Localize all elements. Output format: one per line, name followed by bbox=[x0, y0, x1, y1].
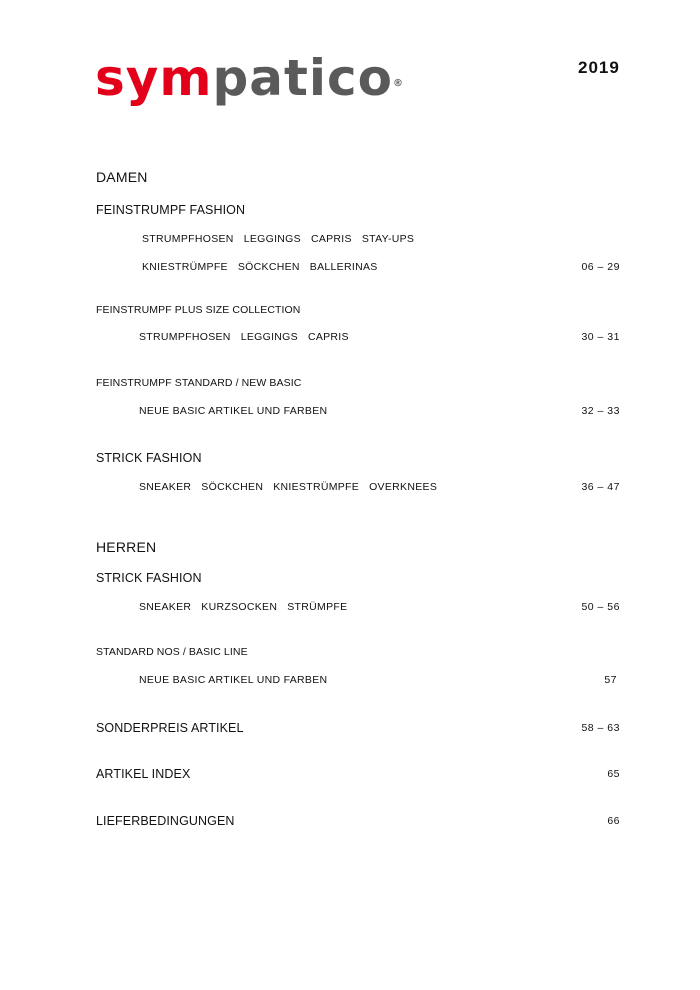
item-stay-ups: STAY-UPS bbox=[361, 233, 415, 245]
item-line-feinstrumpf-2 bbox=[142, 261, 378, 273]
pages-strick-damen: 36 – 47 bbox=[581, 481, 620, 493]
item-kniestruempfe: KNIESTRÜMPFE bbox=[273, 481, 360, 493]
pages-artikel-index: 65 bbox=[607, 768, 620, 780]
item-soeckchen: SÖCKCHEN bbox=[201, 481, 264, 493]
heading-strick-fashion-herren: STRICK FASHION bbox=[96, 571, 202, 585]
pages-standard: 32 – 33 bbox=[581, 405, 620, 417]
item-struempfe: STRÜMPFE bbox=[287, 601, 348, 613]
heading-feinstrumpf-fashion: FEINSTRUMPF FASHION bbox=[96, 203, 246, 217]
item-line-feinstrumpf-1 bbox=[142, 233, 414, 245]
item-line-strick-damen bbox=[139, 481, 437, 493]
heading-lieferbedingungen: LIEFERBEDINGUNGEN bbox=[96, 814, 235, 828]
registered-mark: ® bbox=[393, 78, 405, 89]
heading-standard-new-basic: FEINSTRUMPF STANDARD / NEW BASIC bbox=[96, 377, 302, 389]
item-sneaker: SNEAKER bbox=[139, 481, 192, 493]
item-kurzsocken: KURZSOCKEN bbox=[201, 601, 278, 613]
item-sneaker: SNEAKER bbox=[139, 601, 192, 613]
pages-strick-herren: 50 – 56 bbox=[581, 601, 620, 613]
heading-plus-size: FEINSTRUMPF PLUS SIZE COLLECTION bbox=[96, 304, 301, 316]
item-line-standard-herren: NEUE BASIC ARTIKEL UND FARBEN bbox=[139, 674, 328, 686]
item-ballerinas: BALLERINAS bbox=[309, 261, 378, 273]
item-strumpfhosen: STRUMPFHOSEN bbox=[142, 233, 234, 245]
item-line-plus-size bbox=[139, 331, 349, 343]
item-overknees: OVERKNEES bbox=[369, 481, 438, 493]
item-kniestruempfe: KNIESTRÜMPFE bbox=[142, 261, 228, 273]
item-leggings: LEGGINGS bbox=[240, 331, 298, 343]
sympatico-logo bbox=[95, 49, 405, 107]
item-line-standard: NEUE BASIC ARTIKEL UND FARBEN bbox=[139, 405, 328, 417]
pages-feinstrumpf-fashion: 06 – 29 bbox=[581, 261, 620, 273]
pages-sonderpreis: 58 – 63 bbox=[581, 722, 620, 734]
section-title-damen: DAMEN bbox=[96, 169, 148, 185]
item-leggings: LEGGINGS bbox=[243, 233, 301, 245]
pages-lieferbedingungen: 66 bbox=[607, 815, 620, 827]
item-strumpfhosen: STRUMPFHOSEN bbox=[139, 331, 231, 343]
pages-plus-size: 30 – 31 bbox=[581, 331, 620, 343]
pages-standard-herren: 57 bbox=[604, 674, 617, 686]
logo-part-grey: patico bbox=[212, 49, 394, 107]
logo-part-red: sym bbox=[95, 49, 213, 107]
catalog-year: 2019 bbox=[578, 58, 620, 77]
heading-standard-nos: STANDARD NOS / BASIC LINE bbox=[96, 646, 248, 658]
section-title-herren: HERREN bbox=[96, 539, 157, 555]
item-soeckchen: SÖCKCHEN bbox=[237, 261, 300, 273]
item-line-strick-herren bbox=[139, 601, 347, 613]
heading-artikel-index: ARTIKEL INDEX bbox=[96, 767, 191, 781]
heading-strick-fashion-damen: STRICK FASHION bbox=[96, 451, 202, 465]
item-capris: CAPRIS bbox=[310, 233, 352, 245]
heading-sonderpreis: SONDERPREIS ARTIKEL bbox=[96, 721, 244, 735]
item-capris: CAPRIS bbox=[307, 331, 349, 343]
